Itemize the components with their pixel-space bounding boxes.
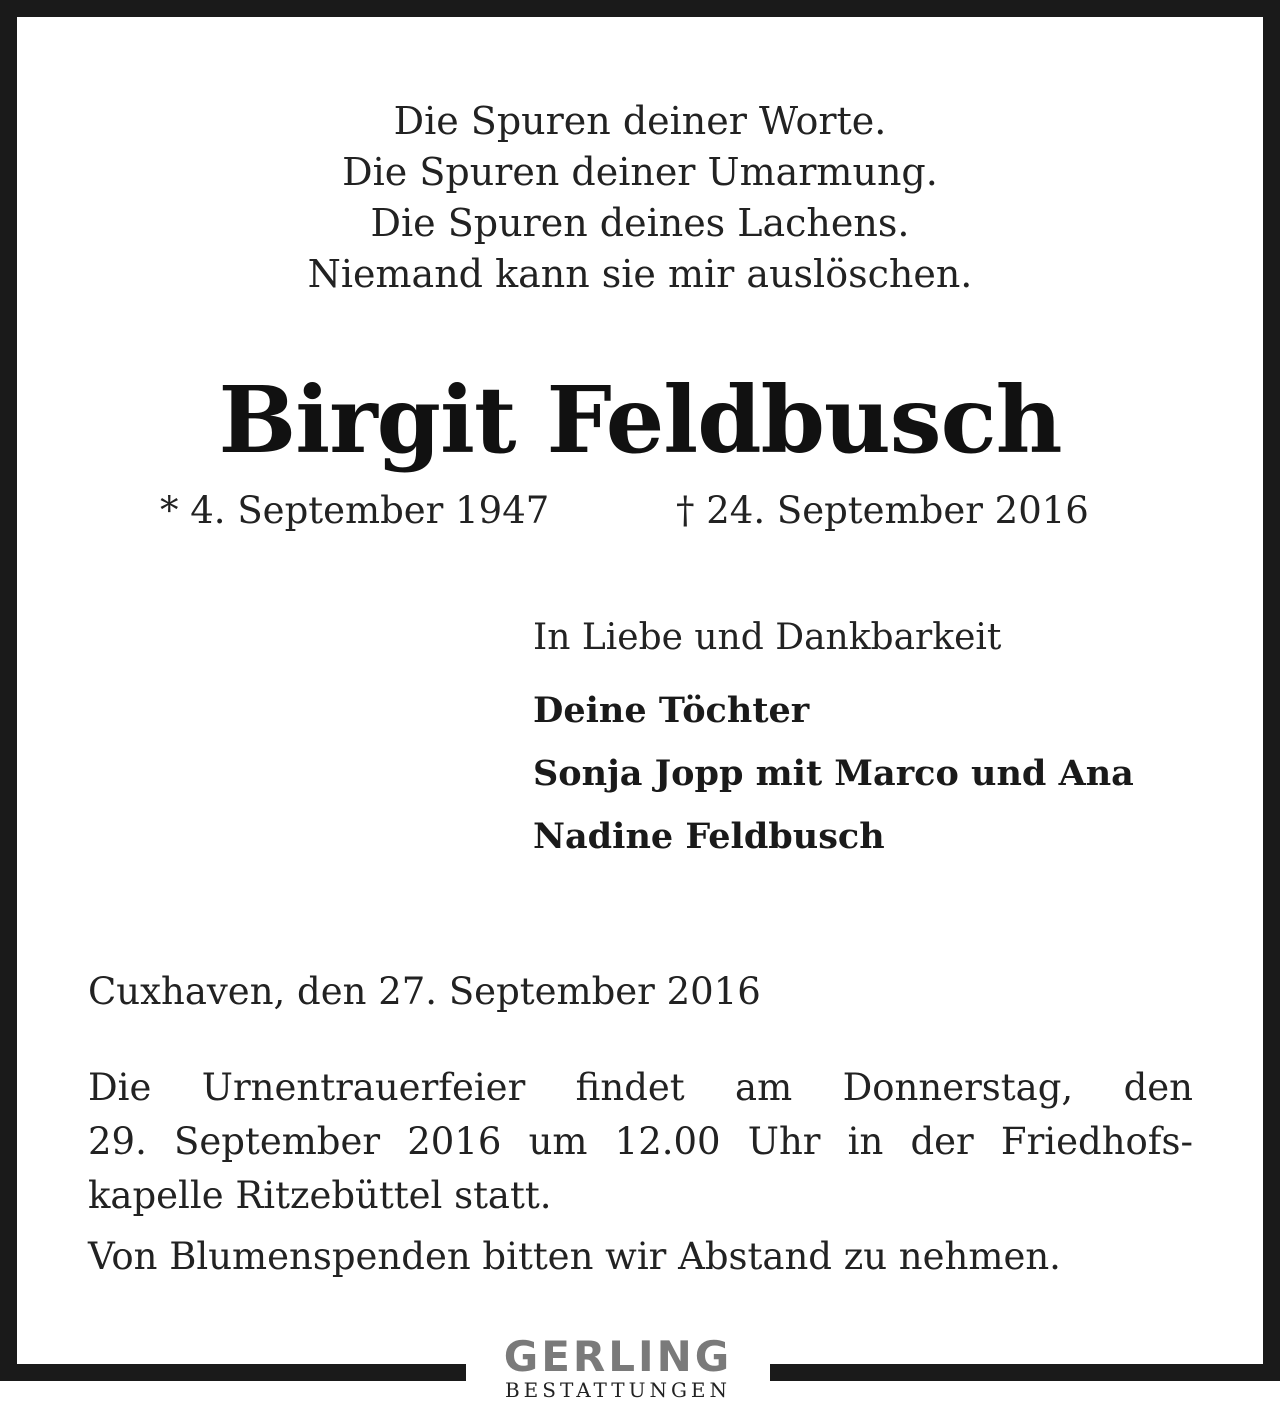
service-line: 29. September 2016 um 12.00 Uhr in der Friedhofs-	[88, 1120, 1193, 1163]
flowers-note: Von Blumenspenden bitten wir Abstand zu nehmen.	[88, 1235, 1061, 1278]
memorial-verse	[0, 96, 1280, 300]
deceased-name: Birgit Feldbusch	[218, 366, 1062, 474]
mourner-line: Deine Töchter	[533, 690, 810, 731]
mourners-block	[533, 612, 1233, 868]
service-announcement	[88, 1061, 1193, 1284]
verse-line: Die Spuren deines Lachens.	[370, 201, 910, 245]
bottom-border-left	[0, 1364, 466, 1381]
service-line: Die Urnentrauerfeier findet am Donnerstag, den	[88, 1066, 1193, 1109]
verse-line: Die Spuren deiner Umarmung.	[342, 150, 938, 194]
funeral-home-logo	[466, 1332, 770, 1402]
mourners-names	[533, 679, 1233, 868]
funeral-home-name: GERLING	[503, 1332, 733, 1381]
mourner-line: Nadine Feldbusch	[533, 816, 885, 857]
funeral-home-subtitle: BESTATTUNGEN	[504, 1378, 732, 1402]
death-date: † 24. September 2016	[676, 489, 1089, 532]
birth-date: * 4. September 1947	[160, 489, 550, 532]
service-line: kapelle Ritzebüttel statt.	[88, 1174, 552, 1217]
mourner-line: Sonja Jopp mit Marco und Ana	[533, 753, 1134, 794]
bottom-border-right	[770, 1364, 1280, 1381]
verse-line: Niemand kann sie mir auslöschen.	[307, 252, 973, 296]
mourners-intro: In Liebe und Dankbarkeit	[533, 617, 1002, 658]
verse-line: Die Spuren deiner Worte.	[393, 99, 887, 143]
place-and-date: Cuxhaven, den 27. September 2016	[88, 970, 761, 1013]
